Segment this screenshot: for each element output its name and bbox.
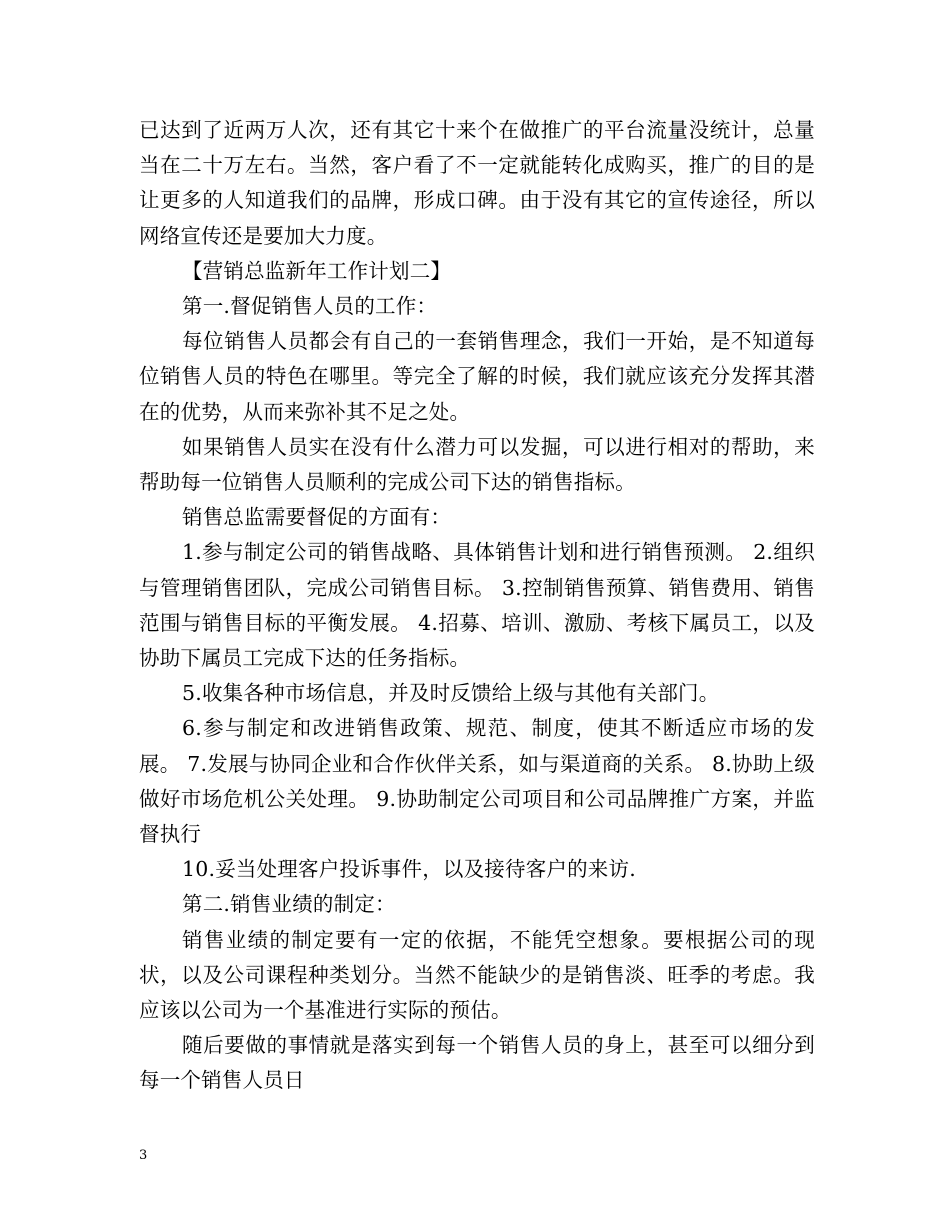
document-body xyxy=(139,113,815,1099)
paragraph: 已达到了近两万人次，还有其它十来个在做推广的平台流量没统计，总量当在二十万左右。当然，客户看了不一定就能转化成购买，推广的目的是让更多的人知道我们的品牌，形成口碑。由于没有其它的宣传途径，所以网络宣传还是要加大力度。 xyxy=(139,118,815,248)
paragraph: 随后要做的事情就是落实到每一个销售人员的身上，甚至可以细分到每一个销售人员日 xyxy=(139,1033,815,1093)
subsection-heading: 第二.销售业绩的制定： xyxy=(182,892,396,917)
subsection-heading: 第一.督促销售人员的工作： xyxy=(182,294,438,319)
section-heading: 【营销总监新年工作计划二】 xyxy=(182,258,452,283)
list-paragraph: 5.收集各种市场信息，并及时反馈给上级与其他有关部门。 xyxy=(182,681,720,706)
list-paragraph: 1.参与制定公司的销售战略、具体销售计划和进行销售预测。 2.组织与管理销售团队，完成公司销售目标。 3.控制销售预算、销售费用、销售范围与销售目标的平衡发展。 4.招募、培训、激励、考核下属员工，以及协助下属员工完成下达的任务指标。 xyxy=(139,540,815,671)
paragraph: 如果销售人员实在没有什么潜力可以发掘，可以进行相对的帮助，来帮助每一位销售人员顺利的完成公司下达的销售指标。 xyxy=(139,434,815,495)
page-number: 3 xyxy=(139,1148,148,1163)
list-paragraph: 10.妥当处理客户投诉事件，以及接待客户的来访. xyxy=(182,857,636,882)
paragraph: 每位销售人员都会有自己的一套销售理念，我们一开始，是不知道每位销售人员的特色在哪里。等完全了解的时候，我们就应该充分发挥其潜在的优势，从而来弥补其不足之处。 xyxy=(139,329,815,424)
paragraph: 销售总监需要督促的方面有： xyxy=(182,505,452,530)
paragraph: 销售业绩的制定要有一定的依据，不能凭空想象。要根据公司的现状，以及公司课程种类划分。当然不能缺少的是销售淡、旺季的考虑。我应该以公司为一个基准进行实际的预估。 xyxy=(139,927,815,1023)
list-paragraph: 6.参与制定和改进销售政策、规范、制度，使其不断适应市场的发展。 7.发展与协同企业和合作伙伴关系，如与渠道商的关系。 8.协助上级做好市场危机公关处理。 9.协助制定公司项目和公司品牌推广方案，并监督执行 xyxy=(139,716,815,847)
